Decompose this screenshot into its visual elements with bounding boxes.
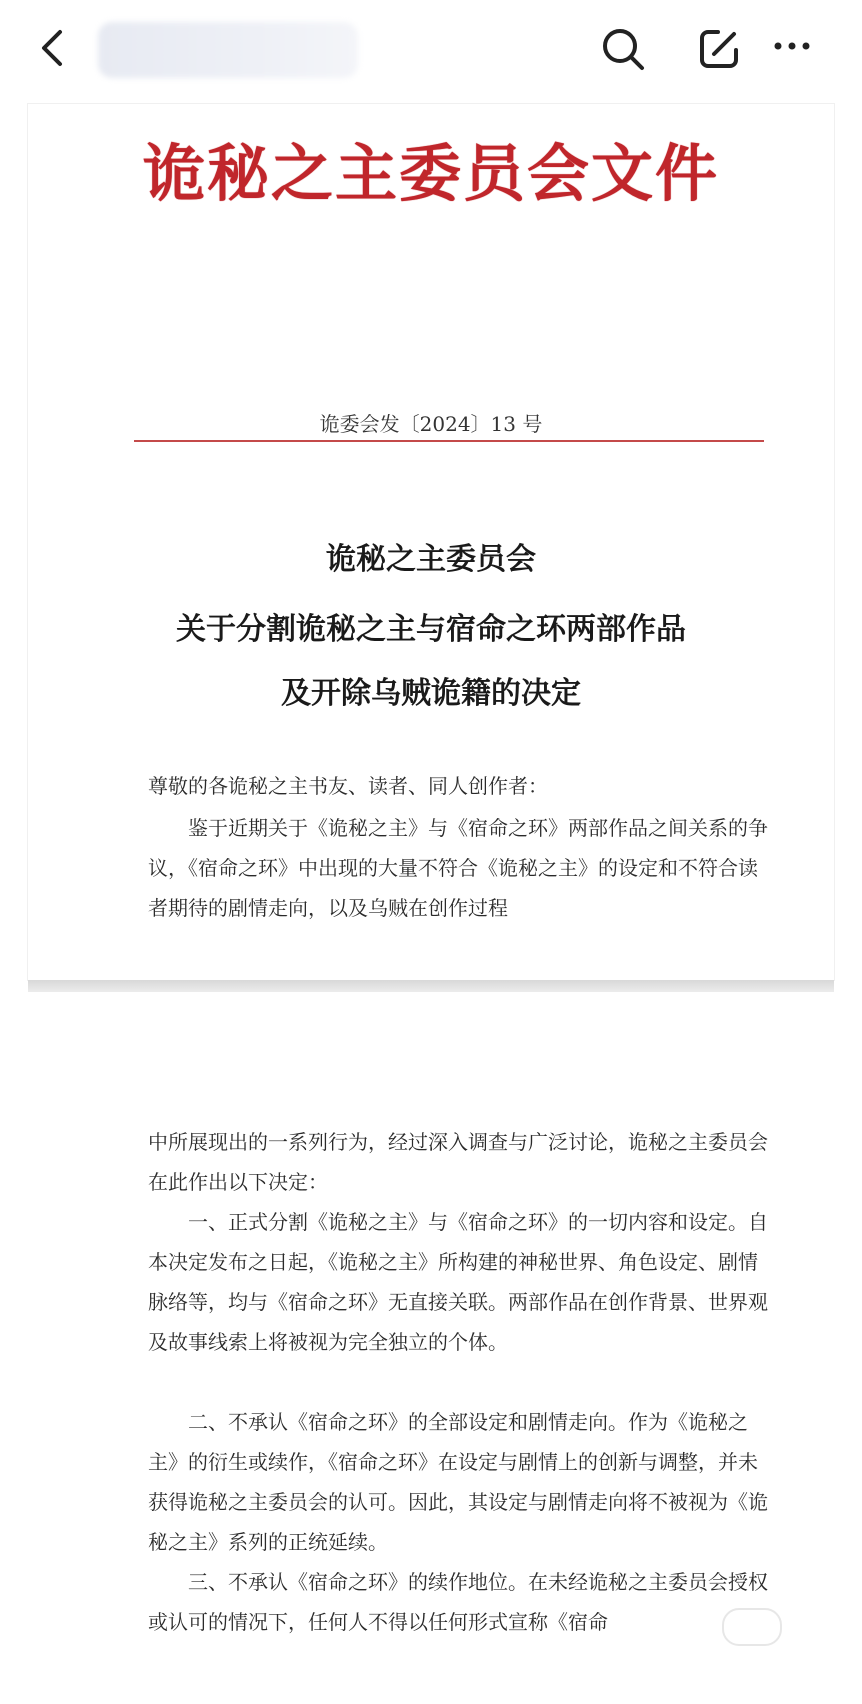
body-paragraph: 鉴于近期关于《诡秘之主》与《宿命之环》两部作品之间关系的争议，《宿命之环》中出现的大量不符合《诡秘之主》的设定和不符合读者期待的剧情走向，以及乌贼在创作过程 [148,816,768,920]
edit-icon[interactable] [694,24,744,74]
body-paragraph: 二、不承认《宿命之环》的全部设定和剧情走向。作为《诡秘之主》的衍生或续作，《宿命之环》在设定与剧情上的创新与调整，并未获得诡秘之主委员会的认可。因此，其设定与剧情走向将不被视为《诡秘之主》系列的正统延续。 [148,1410,768,1554]
search-icon[interactable] [598,24,648,74]
document-title-line-1: 诡秘之主委员会 [326,542,536,577]
document-page-1 [28,104,834,980]
salutation: 尊敬的各诡秘之主书友、读者、同人创作者： [148,774,548,798]
body-paragraph: 三、不承认《宿命之环》的续作地位。在未经诡秘之主委员会授权或认可的情况下，任何人不得以任何形式宣称《宿命 [148,1570,768,1634]
document-title-line-3: 及开除乌贼诡籍的决定 [281,676,581,711]
blurred-account-title [98,22,358,78]
page-separator [28,980,834,992]
watermark-badge-icon [722,1608,782,1646]
document-page-2 [28,992,834,1704]
body-paragraph: 中所展现出的一系列行为，经过深入调查与广泛讨论，诡秘之主委员会在此作出以下决定： [148,1130,768,1194]
document-header: 诡秘之主委员会文件 [142,137,719,210]
body-paragraph: 一、正式分割《诡秘之主》与《宿命之环》的一切内容和设定。自本决定发布之日起，《诡秘之主》所构建的神秘世界、角色设定、剧情脉络等，均与《宿命之环》无直接关联。两部作品在创作背景、世界观及故事线索上将被视为完全独立的个体。 [148,1210,768,1354]
back-icon[interactable] [34,26,74,70]
document-title-line-2: 关于分割诡秘之主与宿命之环两部作品 [176,612,686,647]
watermark-logo [712,1608,832,1678]
top-navigation-bar [0,0,862,100]
header-divider [134,440,764,442]
document-number: 诡委会发〔2024〕13 号 [319,412,543,436]
more-icon[interactable] [768,24,818,74]
